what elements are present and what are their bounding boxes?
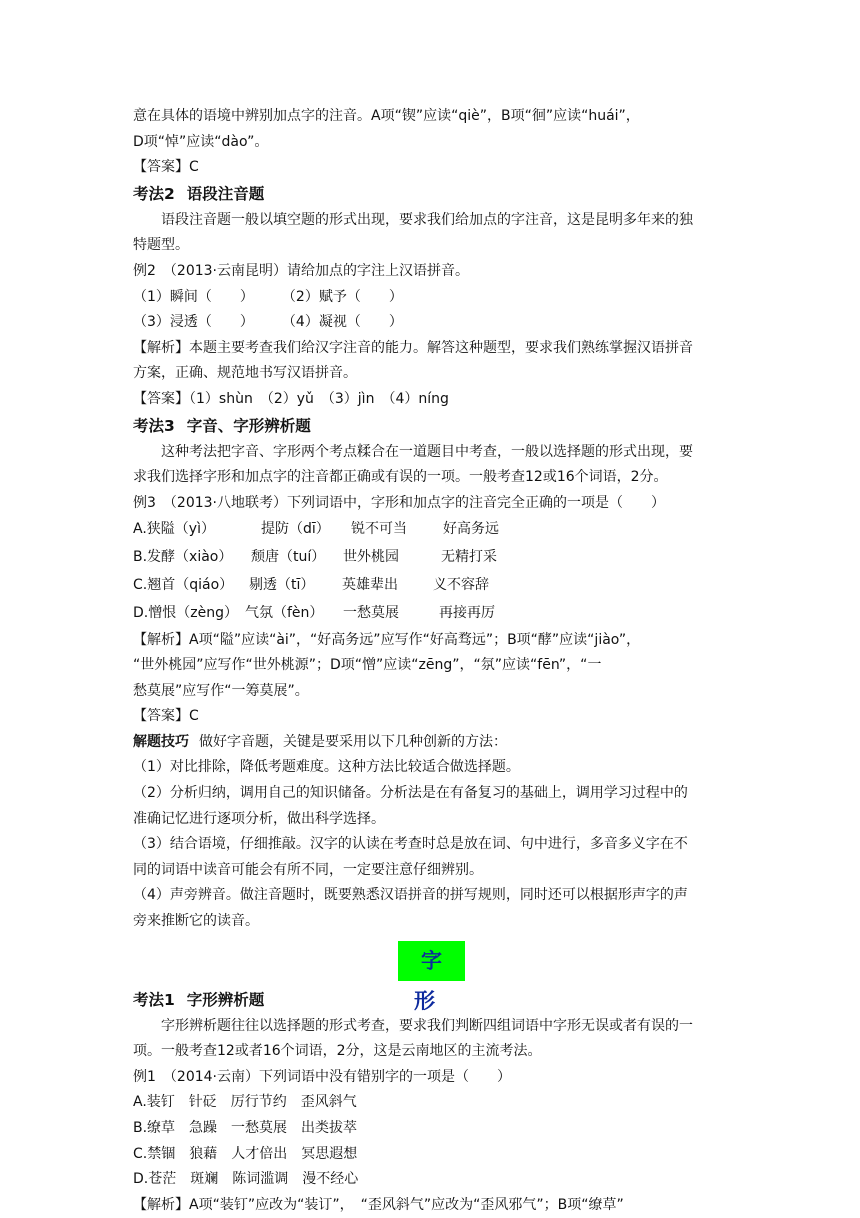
example-line: 例3 （2013·八地联考）下列词语中，字形和加点字的注音完全正确的一项是（ ） bbox=[133, 494, 665, 511]
analysis-line: 愁莫展”应写作“一筹莫展”。 bbox=[133, 682, 309, 699]
text-line: 意在具体的语境中辨别加点字的注音。A项“锲”应读“qiè”，B项“徊”应读“huái”， bbox=[133, 108, 640, 124]
text-line: 这种考法把字音、字形两个考点糅合在一道题目中考查，一般以选择题的形式出现，要 bbox=[161, 443, 693, 460]
option-word: 剔透（tī） bbox=[249, 576, 315, 593]
tips-heading bbox=[133, 730, 733, 756]
analysis-line: 【解析】本题主要考查我们给汉字注音的能力。解答这种题型，要求我们熟练掌握汉语拼音 bbox=[133, 339, 693, 356]
option-line: C.禁锢 狼藉 人才倍出 冥思遐想 bbox=[133, 1145, 358, 1162]
method-heading bbox=[133, 181, 733, 208]
option-word: 义不容辞 bbox=[433, 576, 489, 593]
option-line: A.装钉 针砭 厉行节约 歪风斜气 bbox=[133, 1094, 357, 1111]
analysis-line: “世外桃园”应写作“世外桃源”；D项“憎”应读“zēng”，“氛”应读“fēn”，“一 bbox=[133, 657, 602, 674]
tips-label: 解题技巧 bbox=[133, 733, 189, 750]
answer-line: 【答案】C bbox=[133, 708, 199, 725]
text-line: D项“悼”应读“dào”。 bbox=[133, 133, 269, 150]
method-heading bbox=[133, 413, 733, 440]
option-line: D.苍茫 斑斓 陈词滥调 漫不经心 bbox=[133, 1171, 359, 1188]
option-word: 无精打采 bbox=[441, 549, 497, 566]
question-line: （1）瞬间（ ） （2）赋予（ ） bbox=[133, 288, 403, 305]
text-line: 语段注音题一般以填空题的形式出现，要求我们给加点的字注音，这是昆明多年来的独 bbox=[161, 211, 693, 228]
text-line: 项。一般考查12或者16个词语，2分，这是云南地区的主流考法。 bbox=[133, 1043, 542, 1060]
option-word: D.憎恨（zèng） bbox=[133, 604, 238, 621]
text-line: 求我们选择字形和加点字的注音都正确或有误的一项。一般考查12或16个词语，2分。 bbox=[133, 469, 668, 486]
tip-line: 准确记忆进行逐项分析，做出科学选择。 bbox=[133, 810, 385, 827]
option-word: C.翘首（qiáo） bbox=[133, 576, 234, 593]
tip-line: 同的词语中读音可能会有所不同，一定要注意仔细辨别。 bbox=[133, 861, 483, 878]
option-word: 颓唐（tuí） bbox=[251, 549, 326, 566]
option-row bbox=[133, 572, 733, 600]
tip-line: （3）结合语境，仔细推敲。汉字的认读在考查时总是放在词、句中进行，多音多义字在不 bbox=[133, 836, 688, 853]
method-title: 字形辨析题 bbox=[186, 990, 265, 1009]
method-title: 语段注音题 bbox=[186, 184, 265, 203]
document-body bbox=[133, 104, 733, 1218]
option-word: B.发酵（xiào） bbox=[133, 549, 233, 566]
tip-line: （2）分析归纳，调用自己的知识储备。分析法是在有备复习的基础上，调用学习过程中的 bbox=[133, 785, 688, 802]
option-line: B.缭草 急躁 一愁莫展 出类拔萃 bbox=[133, 1120, 358, 1136]
option-word: 气氛（fèn） bbox=[245, 604, 324, 621]
method-number: 考法3 bbox=[133, 416, 175, 435]
example-line: 例2 （2013·云南昆明）请给加点的字注上汉语拼音。 bbox=[133, 262, 469, 279]
text-line: 字形辨析题往往以选择题的形式考查，要求我们判断四组词语中字形无误或者有误的一 bbox=[161, 1017, 693, 1034]
option-word: 世外桃园 bbox=[343, 549, 399, 566]
option-word: 好高务远 bbox=[443, 521, 499, 538]
option-word: 再接再厉 bbox=[439, 604, 495, 621]
question-line: （3）浸透（ ） （4）凝视（ ） bbox=[133, 314, 403, 331]
example-line: 例1 （2014·云南）下列词语中没有错别字的一项是（ ） bbox=[133, 1068, 511, 1085]
tip-line: （1）对比排除，降低考题难度。这种方法比较适合做选择题。 bbox=[133, 759, 520, 776]
analysis-line: 【解析】A项“装钉”应改为“装订”， “歪风斜气”应改为“歪风邪气”；B项“缭草” bbox=[133, 1196, 624, 1213]
section-title: 字形 bbox=[398, 941, 465, 981]
tip-line: 旁来推断它的读音。 bbox=[133, 913, 259, 930]
method-number: 考法1 bbox=[133, 990, 175, 1009]
option-row bbox=[133, 600, 733, 628]
option-row bbox=[133, 516, 733, 544]
option-word: 一愁莫展 bbox=[343, 604, 399, 621]
method-title: 字音、字形辨析题 bbox=[186, 416, 311, 435]
option-word: A.狭隘（yì） bbox=[133, 521, 215, 538]
option-word: 提防（dī） bbox=[261, 521, 330, 538]
tips-intro: 做好字音题，关键是要采用以下几种创新的方法： bbox=[199, 733, 507, 750]
tip-line: （4）声旁辨音。做注音题时，既要熟悉汉语拼音的拼写规则，同时还可以根据形声字的声 bbox=[133, 887, 688, 904]
text-line: 特题型。 bbox=[133, 237, 189, 254]
analysis-line: 【解析】A项“隘”应读“ài”，“好高务远”应写作“好高骛远”；B项“酵”应读“jiào”， bbox=[133, 631, 641, 648]
option-word: 英雄辈出 bbox=[342, 576, 398, 593]
method-number: 考法2 bbox=[133, 184, 175, 203]
option-row bbox=[133, 544, 733, 572]
answer-line: 【答案】C bbox=[133, 159, 199, 176]
answer-line: 【答案】（1）shùn （2）yǔ （3）jìn （4）níng bbox=[133, 390, 449, 407]
option-word: 锐不可当 bbox=[351, 521, 407, 538]
analysis-line: 方案，正确、规范地书写汉语拼音。 bbox=[133, 365, 357, 382]
